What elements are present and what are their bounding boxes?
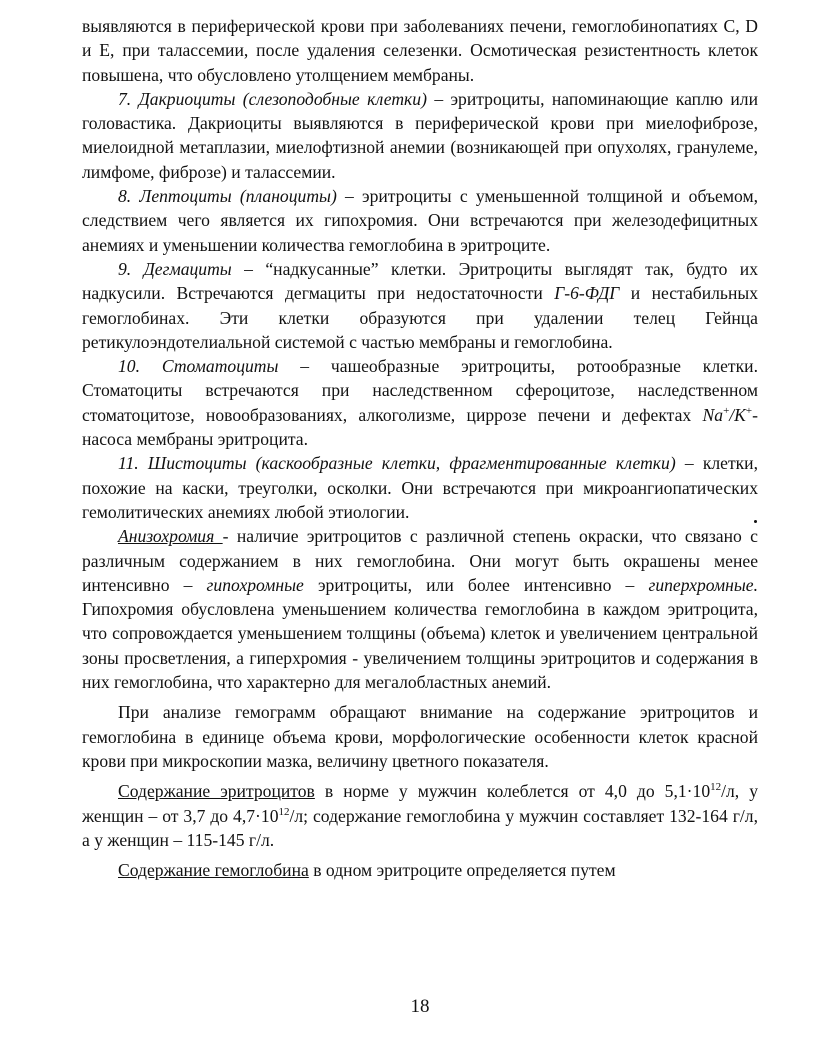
speck-mark <box>754 520 757 523</box>
exponent-men: 12 <box>710 781 722 794</box>
paragraph-leptocytes <box>82 184 758 257</box>
leptocytes-text: – эритроциты с уменьшенной толщиной и объемом, следствием чего является их гипохромия. Они встречаются при железодефицитных анемиях и уменьшении количества гемоглобина в эритроците. <box>82 186 758 255</box>
term-hyperchromic: гиперхромные. <box>648 574 758 595</box>
enzyme-g6pd: Г-6-ФДГ <box>554 283 620 304</box>
page-number: 18 <box>410 996 430 1017</box>
term-anisochromia: Анизохромия <box>118 526 223 547</box>
degmacytes-text-b: и нестабильных гемоглобинах. Эти клетки образуются при удалении телец Гейнца ретикулоэндотелиальной системой с частью мембраны и гемоглобина. <box>82 283 758 352</box>
paragraph-rbc-count <box>82 779 758 852</box>
rbc-text-b: /л, у женщин – от 3,7 до 4,7·10 <box>82 781 759 826</box>
stomatocytes-text-a: – чашеобразные эритроциты, ротообразные клетки. Стоматоциты встречаются при наследственном сфероцитозе, наследственном стоматоцитозе, новообразованиях, алкоголизме, циррозе печени и дефектах <box>82 356 758 425</box>
term-hemoglobin-content: Содержание гемоглобина <box>118 860 309 881</box>
anisochromia-text-c: Гипохромия обусловлена уменьшением количества гемоглобина в каждом эритроцита, что сопровождается уменьшением толщины (объема) клеток и увеличением центральной зоны просветления, а гиперхромия - увеличением толщины эритроцитов и содержания в них гемоглобина, что характерно для мегалобластных анемий. <box>82 599 758 693</box>
term-rbc-count: Содержание эритроцитов <box>118 781 315 802</box>
ion-k: K <box>734 404 746 425</box>
stomatocytes-text-b: -насоса мембраны эритроцита. <box>82 404 758 450</box>
superscript-plus-k: + <box>745 404 753 417</box>
term-hypochromic: гипохромные <box>206 574 304 595</box>
rbc-text-a: в норме у мужчин колеблется от 4,0 до 5,1·10 <box>314 781 711 802</box>
paragraph-hemogram: При анализе гемограмм обращают внимание на содержание эритроцитов и гемоглобина в единице объема крови, морфологические особенности клеток красной крови при микроскопии мазка, величину цветного показателя. <box>82 702 758 771</box>
dacryocytes-text: – эритроциты, напоминающие каплю или головастика. Дакриоциты выявляются в периферической крови при миелофиброзе, миелоидной метаплазии, миелофтизной анемии (возникающей при опухолях, гранулеме, лимфоме, фиброзе) и талассемии. <box>82 88 758 182</box>
anisochromia-text-b: эритроциты, или более интенсивно – <box>303 574 649 595</box>
paragraph-dacryocytes <box>82 87 758 184</box>
term-dacryocytes: 7. Дакриоциты (слезоподобные клетки) <box>118 88 427 109</box>
paragraph-hemoglobin <box>82 858 758 882</box>
schistocytes-text: – клетки, похожие на каски, треуголки, осколки. Они встречаются при микроангиопатических гемолитических анемиях любой этиологии. <box>82 453 758 522</box>
ion-na: Na <box>702 404 724 425</box>
rbc-text-c: /л; содержание гемоглобина у мужчин составляет 132-164 г/л, а у женщин – 115-145 г/л. <box>82 805 758 850</box>
anisochromia-text-a: - наличие эритроцитов с различной степень окраски, что связано с различным содержанием в них гемоглобина. Они могут быть окрашены менее интенсивно – <box>82 526 758 595</box>
term-degmacytes: 9. Дегмациты <box>118 258 232 279</box>
degmacytes-text-a: – “надкусанные” клетки. Эритроциты выглядят так, будто их надкусили. Встречаются дегмациты при недостаточности <box>82 258 759 304</box>
hemoglobin-text: в одном эритроците определяется путем <box>308 860 616 881</box>
paragraph-degmacytes <box>82 257 758 354</box>
paragraph-schistocytes <box>82 451 758 524</box>
paragraph-continuation: выявляются в периферической крови при заболеваниях печени, гемоглобинопатиях C, D и E, при талассемии, после удаления селезенки. Осмотическая резистентность клеток повышена, что обусловлено утолщением мембраны. <box>82 16 758 85</box>
term-leptocytes: 8. Лептоциты (планоциты) <box>118 186 337 207</box>
exponent-women: 12 <box>278 805 290 818</box>
term-stomatocytes: 10. Стоматоциты <box>118 356 279 377</box>
paragraph-stomatocytes: 10. Стоматоциты – чашеобразные эритроциты, ротообразные клетки. Стоматоциты встречаются при наследственном сфероцитозе, наследственном стоматоцитозе, новообразованиях, алкоголизме, циррозе печени и дефектах Na+/K+-насоса мембраны эритроцита. <box>82 356 758 450</box>
superscript-plus-na: + <box>723 404 730 417</box>
term-schistocytes: 11. Шистоциты (каскообразные клетки, фрагментированные клетки) <box>118 453 676 474</box>
page-body <box>82 14 758 882</box>
paragraph-anisochromia <box>82 524 758 694</box>
